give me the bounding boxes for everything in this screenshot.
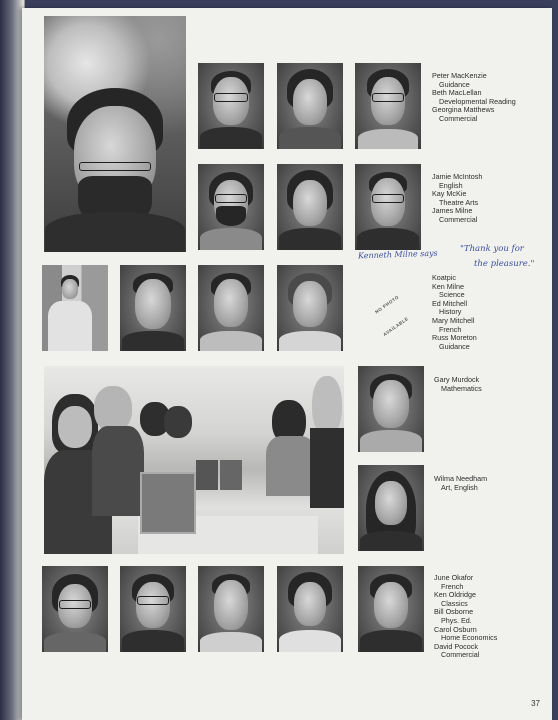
portrait-wilma-needham: [358, 465, 424, 551]
handwritten-signature: Kenneth Milne says: [357, 248, 438, 261]
staff-role: French: [441, 581, 464, 591]
staff-name: Koatpic: [432, 273, 456, 282]
staff-role: Art, English: [441, 482, 478, 492]
caption-group-6: [434, 574, 497, 660]
caption-group-5: [434, 475, 487, 492]
staff-role: Commercial: [439, 113, 478, 123]
staff-role: English: [439, 180, 463, 190]
portrait-david-pocock: [358, 566, 424, 652]
handwritten-message-line-1: "Thank you for: [460, 244, 524, 254]
staff-name: Bill Osborne: [434, 607, 474, 617]
staff-role: Guidance: [439, 341, 470, 351]
portrait-peter-mackenzie: [198, 63, 264, 149]
caption-group-1: [432, 72, 516, 124]
portrait-jamie-mcintosh: [198, 164, 264, 250]
staff-role: Theatre Arts: [439, 197, 479, 207]
no-photo-stamp: [367, 292, 417, 342]
staff-name: Kay McKie: [432, 189, 467, 199]
portrait-kay-mckie: [277, 164, 343, 250]
staff-role: Science: [439, 290, 465, 300]
staff-name: Russ Moreton: [432, 333, 477, 343]
portrait-mary-mitchell: [277, 265, 343, 351]
stamp-bottom-text: AVAILABLE: [382, 315, 410, 338]
portrait-gary-murdock: [358, 366, 424, 452]
staff-name: Ken Oldridge: [434, 590, 476, 600]
portrait-ken-oldridge: [120, 566, 186, 652]
caption-group-2: [432, 173, 482, 225]
staff-name: David Pocock: [434, 641, 478, 651]
staff-role: Phys. Ed.: [441, 615, 472, 625]
staff-role: Guidance: [439, 79, 470, 89]
portrait-bill-osborne: [198, 566, 264, 652]
staff-role: History: [439, 307, 462, 317]
staff-name: Ed Mitchell: [432, 298, 468, 308]
portrait-june-okafor: [42, 566, 108, 652]
staff-name: Georgina Matthews: [432, 105, 495, 115]
portrait-carol-osburn: [277, 566, 343, 652]
cafeteria-group-photo: [44, 366, 344, 554]
portrait-james-milne: [355, 164, 421, 250]
staff-name: Jamie McIntosh: [432, 172, 483, 181]
staff-name: Peter MacKenzie: [432, 71, 487, 80]
staff-role: Home Economics: [441, 633, 498, 643]
book-binding: [0, 0, 22, 720]
staff-role: Developmental Reading: [439, 96, 516, 106]
staff-role: Commercial: [441, 650, 480, 660]
staff-role: Commercial: [439, 214, 478, 224]
staff-name: June Okafor: [434, 573, 474, 582]
caption-group-3: [432, 274, 477, 351]
portrait-ed-mitchell: [198, 265, 264, 351]
staff-name: Mary Mitchell: [432, 315, 475, 325]
yearbook-page: [22, 8, 552, 720]
caption-group-4: [434, 376, 482, 393]
handwritten-message-line-2: the pleasure.": [474, 259, 535, 269]
candid-photo-hallway: [42, 265, 108, 351]
portrait-georgina-matthews: [355, 63, 421, 149]
portrait-beth-maclellan: [277, 63, 343, 149]
staff-name: Beth MacLellan: [432, 88, 482, 98]
staff-name: Gary Murdock: [434, 375, 480, 384]
staff-role: French: [439, 324, 462, 334]
staff-name: James Milne: [432, 206, 473, 216]
staff-name: Ken Milne: [432, 281, 464, 291]
staff-role: Mathematics: [441, 383, 482, 393]
large-portrait-photo: [44, 16, 186, 252]
staff-name: Wilma Needham: [434, 474, 488, 483]
staff-role: Classics: [441, 598, 468, 608]
staff-name: Carol Osburn: [434, 624, 477, 634]
stamp-top-text: NO PHOTO: [374, 294, 400, 315]
page-number: 37: [531, 699, 540, 708]
portrait-ken-milne: [120, 265, 186, 351]
